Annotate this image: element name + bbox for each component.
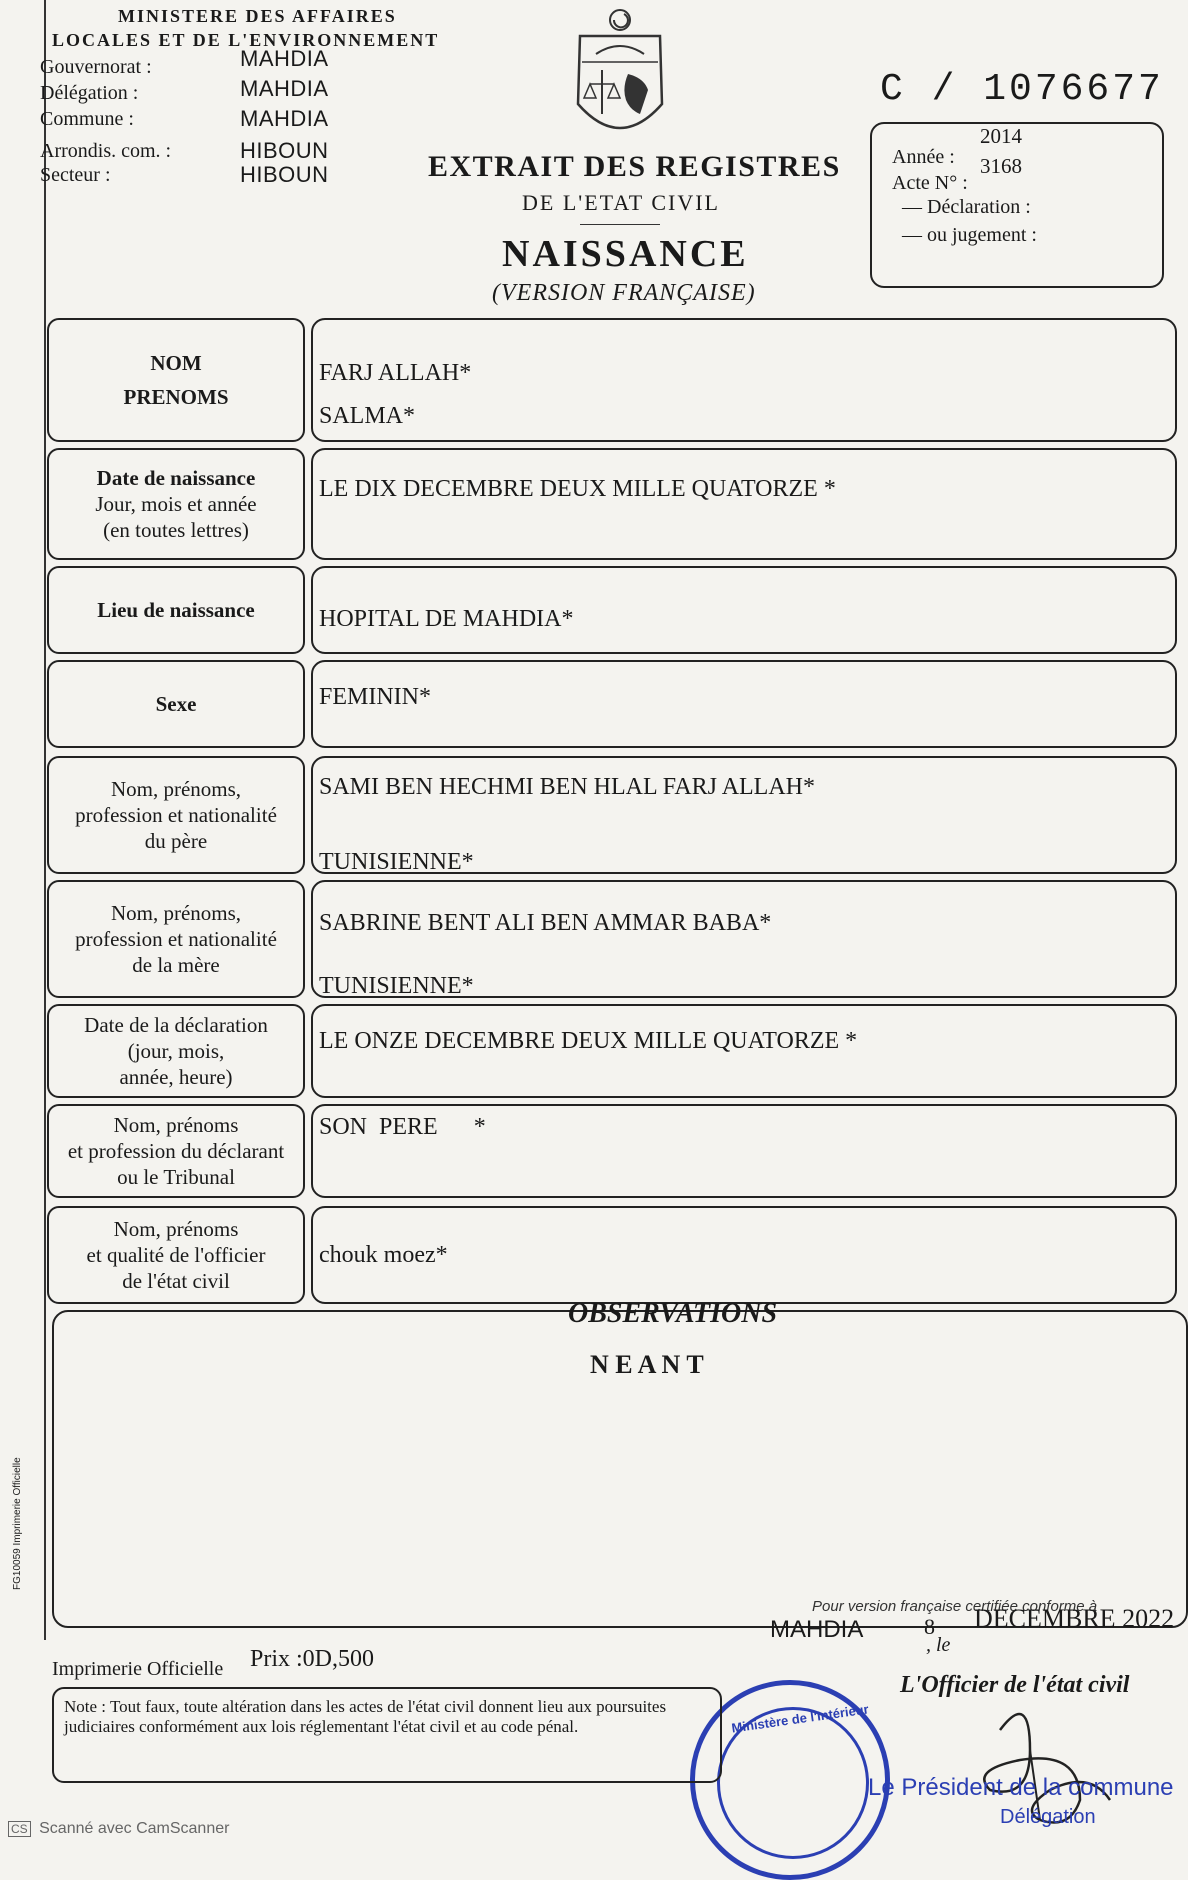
place-value: MAHDIA (770, 1616, 864, 1643)
scanner-footer (8, 1820, 229, 1838)
acte-value: 3168 (980, 154, 1022, 178)
declaration-label-3: année, heure) (119, 1065, 233, 1090)
serial-number: C / 1076677 (880, 68, 1164, 111)
mere-label-2: profession et nationalité (75, 926, 277, 951)
sexe-label: Sexe (155, 691, 197, 716)
delegation-label: Délégation (1000, 1806, 1096, 1828)
declaration-label: — Déclaration : (902, 196, 1031, 218)
officer-title: L'Officier de l'état civil (900, 1672, 1130, 1698)
jugement-label: — ou jugement : (902, 224, 1037, 246)
commune-value: MAHDIA (240, 106, 329, 131)
annee-value: 2014 (980, 124, 1022, 148)
secteur-label: Secteur : (40, 164, 111, 186)
row-nom (47, 318, 1177, 442)
lieu-label-cell (47, 566, 305, 654)
side-printer-code: FG10059 Imprimerie Officielle (12, 1457, 23, 1590)
le-label: , le (926, 1634, 951, 1656)
day-value: 8 (924, 1614, 935, 1639)
lieu-value-cell (311, 566, 1177, 654)
pere-label-1: Nom, prénoms, (110, 776, 242, 801)
delegation-label: Délégation : (40, 82, 139, 104)
pere-label-3: du père (144, 829, 208, 854)
coat-of-arms-icon (570, 4, 670, 154)
acte-label: Acte N° : (892, 172, 968, 194)
pere-label-2: profession et nationalité (75, 802, 277, 827)
row-officier (47, 1206, 1177, 1304)
officier-value: chouk moez* (319, 1242, 448, 1268)
title-version: (VERSION FRANÇAISE) (492, 280, 756, 306)
president-label: Le Président de la commune (868, 1774, 1174, 1801)
pere-value-cell (311, 756, 1177, 874)
title-extrait: EXTRAIT DES REGISTRES (428, 150, 841, 183)
nom-value: FARJ ALLAH* (319, 360, 472, 386)
stamp-text: Ministère de l'Intérieur (730, 1701, 870, 1736)
pere-nationality-value: TUNISIENNE* (319, 849, 474, 875)
title-naissance: NAISSANCE (502, 233, 749, 275)
secteur-value: HIBOUN (240, 162, 329, 187)
title-etat-civil: DE L'ETAT CIVIL (522, 190, 720, 215)
month-year-value: DECEMBRE 2022 (974, 1604, 1175, 1633)
arrondissement-value: HIBOUN (240, 138, 329, 163)
date-naissance-sublabel-2: (en toutes lettres) (103, 518, 249, 543)
prenoms-label: PRENOMS (123, 385, 229, 409)
date-naissance-value-cell (311, 448, 1177, 560)
prenoms-value: SALMA* (319, 403, 416, 429)
ministry-line-2: LOCALES ET DE L'ENVIRONNEMENT (52, 30, 440, 50)
declarant-value-cell (311, 1104, 1177, 1198)
declaration-label-cell (47, 1004, 305, 1098)
row-sexe (47, 660, 1177, 748)
commune-label: Commune : (40, 108, 134, 130)
declarant-value: SON PERE * (319, 1114, 486, 1140)
sexe-label-cell (47, 660, 305, 748)
mere-name-value: SABRINE BENT ALI BEN AMMAR BABA* (319, 910, 772, 936)
arrondissement-label: Arrondis. com. : (40, 140, 172, 162)
legal-note (52, 1687, 722, 1783)
lieu-label: Lieu de naissance (97, 597, 255, 622)
mere-label-cell (47, 880, 305, 998)
observations-value: N E A N T (590, 1350, 704, 1379)
nom-label: NOM (150, 350, 202, 375)
row-date-naissance (47, 448, 1177, 560)
delegation-value: MAHDIA (240, 76, 329, 101)
sexe-value-cell (311, 660, 1177, 748)
certify-text: Pour version française certifiée conforme à (812, 1598, 1098, 1615)
row-declarant (47, 1104, 1177, 1198)
camscanner-icon: CS (8, 1821, 31, 1837)
pere-label-cell (47, 756, 305, 874)
date-naissance-sublabel: Jour, mois et année (95, 491, 257, 516)
officier-label-1: Nom, prénoms (113, 1216, 239, 1241)
mere-nationality-value: TUNISIENNE* (319, 973, 474, 999)
date-naissance-label-cell (47, 448, 305, 560)
sexe-value: FEMININ* (319, 684, 431, 710)
declaration-value: LE ONZE DECEMBRE DEUX MILLE QUATORZE * (319, 1028, 858, 1054)
lieu-value: HOPITAL DE MAHDIA* (319, 606, 574, 632)
mere-label-3: de la mère (132, 953, 220, 978)
mere-value-cell (311, 880, 1177, 998)
nom-value-cell (311, 318, 1177, 442)
date-naissance-label: Date de naissance (96, 465, 256, 490)
page-left-edge (44, 0, 46, 1640)
declarant-label-1: Nom, prénoms (113, 1112, 239, 1137)
nom-label-cell (47, 318, 305, 442)
declaration-label-1: Date de la déclaration (84, 1012, 268, 1037)
gouvernorat-value: MAHDIA (240, 46, 329, 71)
price-label: Prix :0D,500 (250, 1646, 375, 1672)
row-lieu (47, 566, 1177, 654)
ministry-line-1: MINISTERE DES AFFAIRES (118, 6, 397, 26)
gouvernorat-label: Gouvernorat : (40, 56, 152, 78)
officier-label-2: et qualité de l'officier (86, 1242, 266, 1267)
legal-note-text: Note : Tout faux, toute altération dans les actes de l'état civil donnent lieu aux poursuites judiciaires conformément aux lois réglementant l'état civil et au code pénal. (64, 1697, 667, 1737)
declaration-label-2: (jour, mois, (127, 1038, 225, 1063)
observations-title: OBSERVATIONS (568, 1298, 778, 1329)
declarant-label-cell (47, 1104, 305, 1198)
annee-label: Année : (892, 146, 955, 168)
mere-label-1: Nom, prénoms, (110, 900, 242, 925)
declarant-label-3: ou le Tribunal (117, 1165, 235, 1190)
officier-value-cell (311, 1206, 1177, 1304)
declaration-value-cell (311, 1004, 1177, 1098)
officier-label-cell (47, 1206, 305, 1304)
declarant-label-2: et profession du déclarant (67, 1138, 285, 1163)
date-naissance-value: LE DIX DECEMBRE DEUX MILLE QUATORZE * (319, 476, 836, 502)
row-declaration (47, 1004, 1177, 1098)
officier-label-3: de l'état civil (122, 1269, 230, 1294)
scanner-text: Scanné avec CamScanner (39, 1820, 230, 1837)
printer-label: Imprimerie Officielle (52, 1658, 224, 1680)
row-pere (47, 756, 1177, 874)
row-mere (47, 880, 1177, 998)
pere-name-value: SAMI BEN HECHMI BEN HLAL FARJ ALLAH* (319, 774, 816, 800)
title-underline (580, 224, 660, 225)
